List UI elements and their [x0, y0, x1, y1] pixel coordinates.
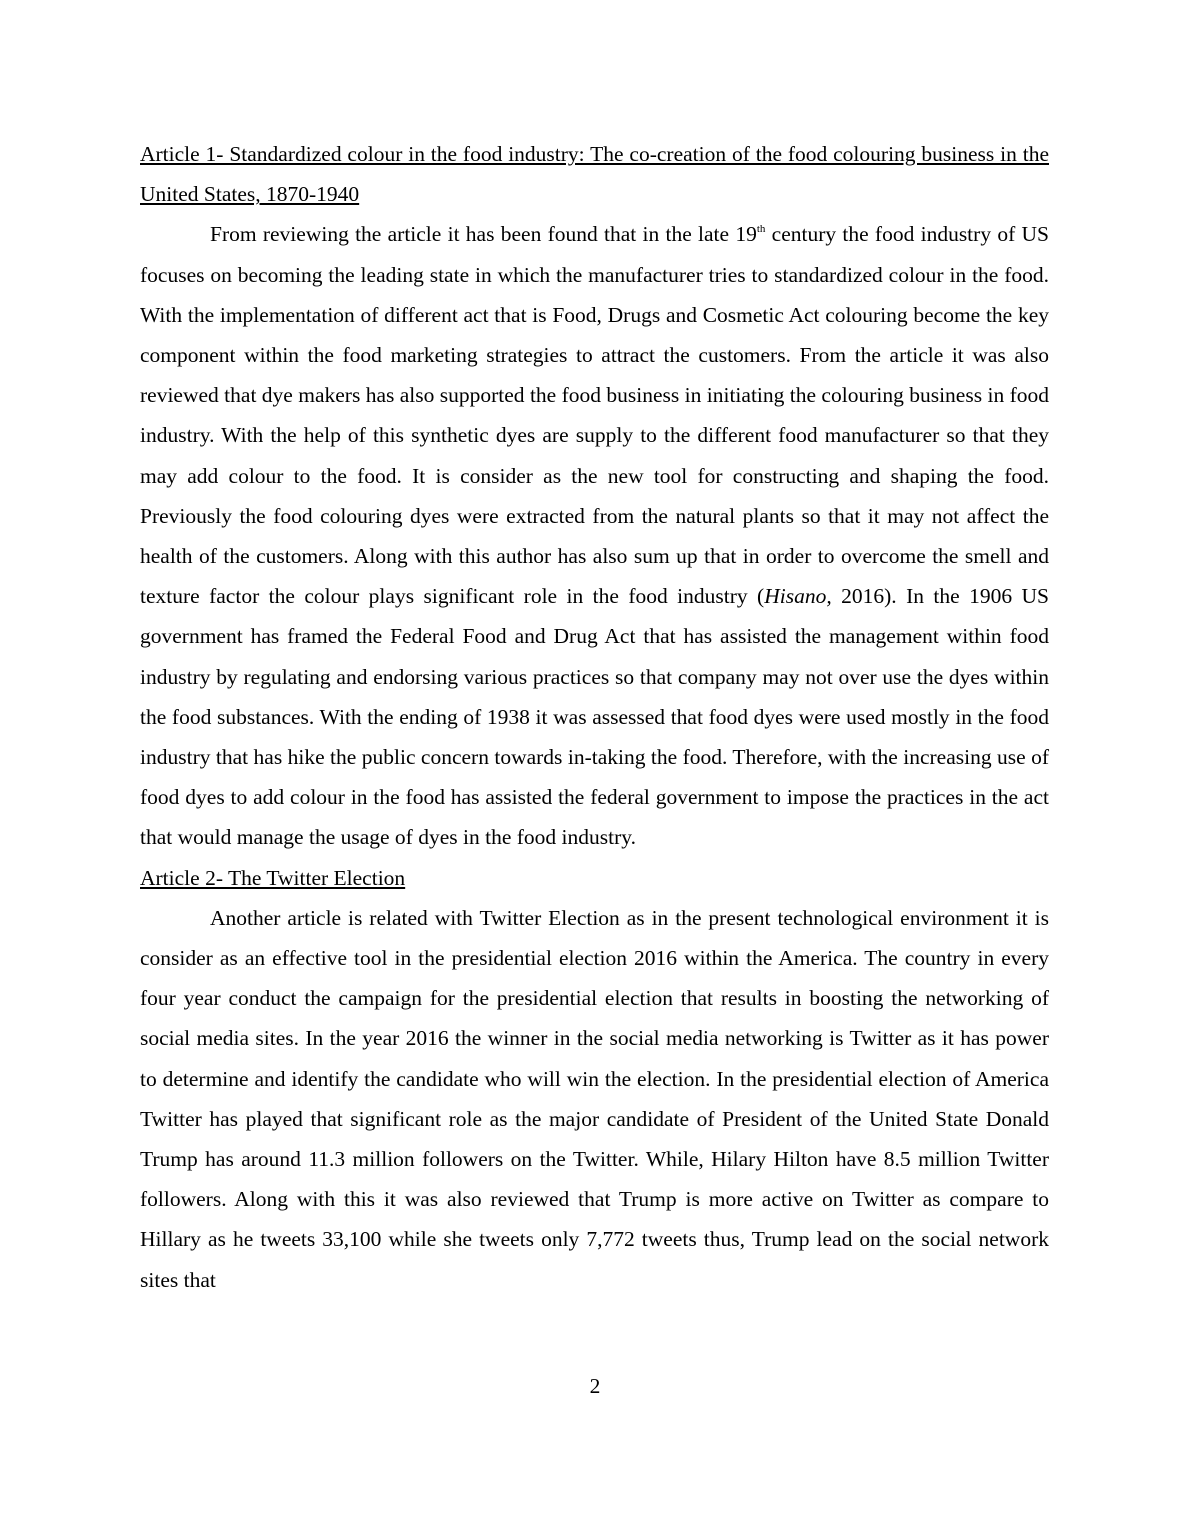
document-page [140, 134, 1049, 1300]
article-1-text-end: 2016). In the 1906 US government has framed the Federal Food and Drug Act that has assisted the management within food industry by regulating and endorsing various practices so that company may not over use the dyes within the food substances. With the ending of 1938 it was assessed that food dyes were used mostly in the food industry that has hike the public concern towards in-taking the food. Therefore, with the increasing use of food dyes to add colour in the food has assisted the federal government to impose the practices in the act that would manage the usage of dyes in the food industry. [140, 584, 1050, 850]
article-1-text-start: From reviewing the article it has been found that in the late 19 [210, 222, 757, 247]
article-2-heading: Article 2- The Twitter Election [140, 865, 406, 890]
page-number: 2 [589, 1374, 601, 1398]
article-2-paragraph: Another article is related with Twitter Election as in the present technological environment it is consider as an effective tool in the presidential election 2016 within the America. The country in every four year conduct the campaign for the presidential election that results in boosting the networking of social media sites. In the year 2016 the winner in the social media networking is Twitter as it has power to determine and identify the candidate who will win the election. In the presidential election of America Twitter has played that significant role as the major candidate of President of the United State Donald Trump has around 11.3 million followers on the Twitter. While, Hilary Hilton have 8.5 million Twitter followers. Along with this it was also reviewed that Trump is more active on Twitter as compare to Hillary as he tweets 33,100 while she tweets only 7,772 tweets thus, Trump lead on the social network sites that [140, 905, 1049, 1292]
article-1-heading: Article 1- Standardized colour in the food industry: The co-creation of the food colouring business in the United States, 1870-1940 [140, 142, 1049, 207]
article-1-paragraph [140, 214, 1049, 857]
ordinal-superscript: th [756, 223, 766, 236]
article-1-text-middle: century the food industry of US focuses on becoming the leading state in which the manufacturer tries to standardized colour in the food. With the implementation of different act that is Food, Drugs and Cosmetic Act colouring become the key component within the food marketing strategies to attract the customers. From the article it was also reviewed that dye makers has also supported the food business in initiating the colouring business in food industry. With the help of this synthetic dyes are supply to the different food manufacturer so that they may add colour to the food. It is consider as the new tool for constructing and shaping the food. Previously the food colouring dyes were extracted from the natural plants so that it may not affect the health of the customers. Along with this author has also sum up that in order to overcome the smell and texture factor the colour plays significant role in the food industry ( [140, 222, 1049, 609]
citation-author: Hisano, [764, 584, 832, 609]
